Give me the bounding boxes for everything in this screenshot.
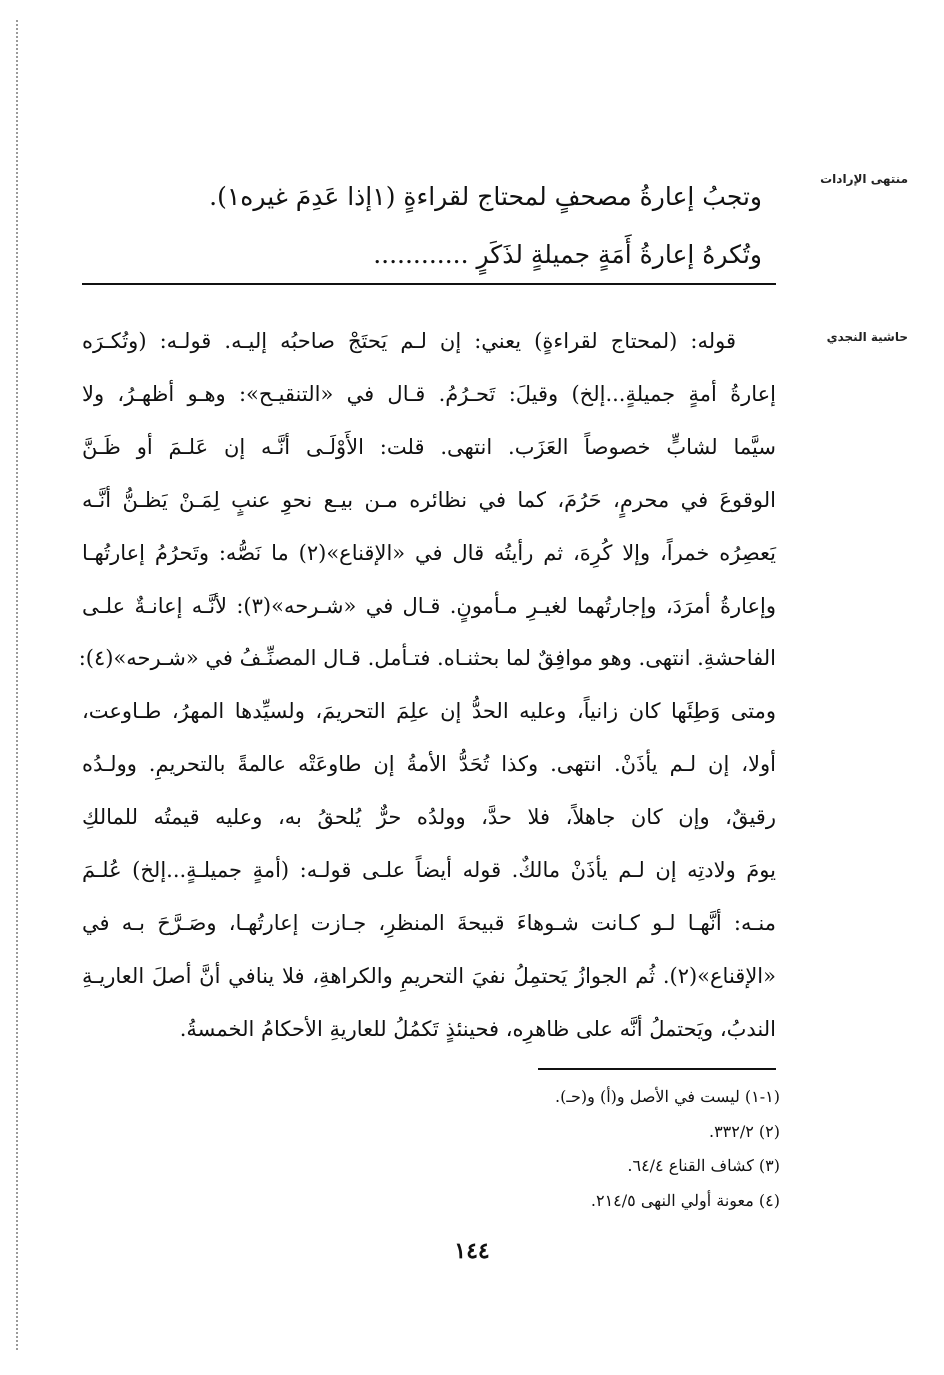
hashiya-line: الندبُ، ويَحتملُ أنَّه على ظاهرِه، فحينئذٍ تَكمُلُ للعاريةِ الأحكامُ الخمسةُ. (179, 1016, 776, 1041)
hashiya-line: رقيقٌ، وإن كان جاهلاً، فلا حدَّ، وولدُه حرٌّ يُلحقُ به، وعليه قيمتُه للمالكِ (82, 805, 776, 830)
footnotes-block (300, 1080, 780, 1218)
matn-line: وتجبُ إعارةُ مصحفٍ لمحتاج لقراءةٍ (١إذا عَدِمَ غيره١). (209, 182, 762, 211)
matn-line: وتُكرهُ إعارةُ أَمَةٍ جميلةٍ لذَكَرٍ ............ (373, 240, 762, 269)
footnote: (٢) ٣٣٢/٢. (708, 1121, 780, 1141)
hashiya-text-block (78, 315, 777, 1056)
matn-divider (82, 283, 776, 285)
footnote: (٤) معونة أولي النهى ٢١٤/٥. (590, 1190, 780, 1210)
hashiya-line: الفاحشةِ. انتهى. وهو موافِقٌ لما بحثنـاه. فتـأمل. قـال المصنِّـفُ في «شـرحه»(٤): (78, 646, 776, 671)
hashiya-line: يومَ ولادتِه إن لـم يأذَنْ مالكٌ. قوله أيضاً علـى قولـه: (أمةٍ جميلـةٍ...إلخ) عُلـمَ (82, 858, 776, 883)
side-label-hashiya: حاشية النجدي (826, 330, 908, 344)
hashiya-line: إعارةُ أمةٍ جميلةٍ...إلخ) وقيلَ: تَحـرُمُ. قـال في «التنقيـح»: وهـو أظهـرُ، ولا (82, 381, 776, 406)
page-number: ١٤٤ (454, 1238, 490, 1264)
hashiya-line: «الإقناع»(٢). ثُم الجوازُ يَحتمِلُ نفيَ التحريمِ والكراهةِ، فلا ينافي أنَّ أصلَ العاريـةِ (82, 963, 776, 988)
hashiya-line: أولا، إن لـم يأذَنْ. انتهى. وكذا تُحَدُّ الأمةُ إن طاوعَتْه عالمةً بالتحريمِ. وولـدُه (82, 752, 776, 777)
side-label-matn: منتهى الإرادات (820, 172, 908, 186)
hashiya-line: سيَّما لشابٍّ خصوصاً العَزَب. انتهى. قلت: الأَوْلَـى أنَّـه إن عَلـمَ أو ظَـنَّ (82, 434, 776, 459)
matn-text-block (82, 168, 776, 284)
footnote: (٣) كشاف القناع ٦٤/٤. (627, 1156, 780, 1175)
hashiya-line: منـه: أنَّهـا لـو كـانت شـوهاءَ قبيحةَ المنظرِ، جـازت إعارتُهـا، وصَـرَّحَ بـه في (82, 910, 776, 935)
hashiya-line: وإعارةُ أمرَدَ، وإجارتُهما لغيـرِ مـأمونٍ. قـال في «شـرحه»(٣): لأنَّـه إعانـةٌ علـى (82, 593, 776, 618)
margin-dotted-line (16, 20, 18, 1350)
hashiya-line: يَعصِرُه خمراً، وإلا كُرِهَ، ثم رأيتُه قال في «الإقناع»(٢) ما نَصُّه: وتَحرُمُ إعارتُهـا (82, 540, 777, 565)
footnote-divider (538, 1068, 776, 1070)
hashiya-line: الوقوعَ في محرمٍ، حَرُمَ، كما في نظائره مـن بيـع نحوِ عنبٍ لِمَـنْ يَظـنُّ أنَّـه (82, 487, 776, 512)
footnote: (١-١) ليست في الأصل و(أ) و(حـ). (555, 1087, 780, 1106)
hashiya-line: ومتى وَطِئَها كان زانياً، وعليه الحدُّ إن علِمَ التحريمَ، ولسيِّدها المهرُ، طـاوعت، (82, 699, 776, 724)
hashiya-line: قوله: (لمحتاج لقراءةٍ) يعني: إن لـم يَحتَجْ صاحبُه إليـه. قولـه: (وتُكـرَه (82, 329, 736, 353)
